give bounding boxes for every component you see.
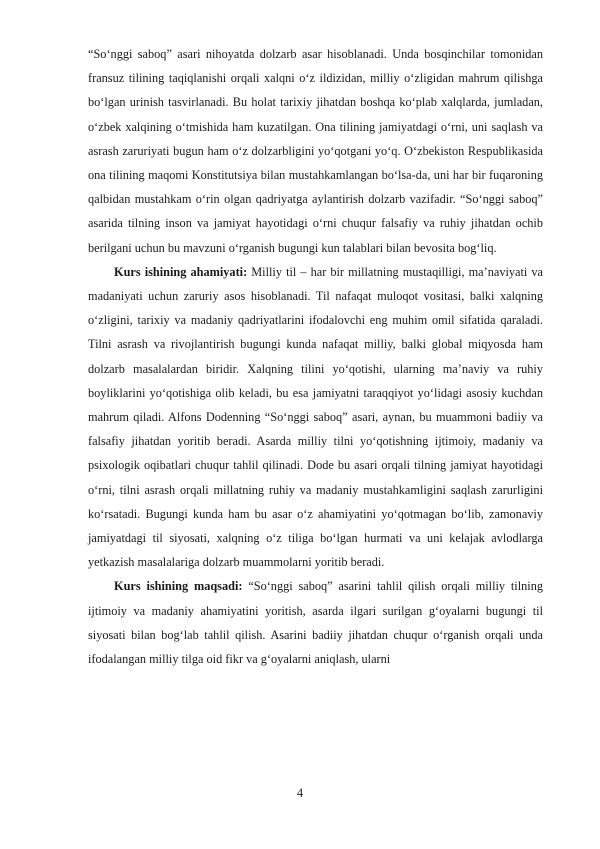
section-heading: Kurs ishining ahamiyati: (114, 264, 248, 279)
paragraph-goal (88, 574, 543, 671)
paragraph-importance (88, 260, 543, 575)
paragraph-text: “So‘nggi saboq” asarini tahlil qilish orqali milliy tilning ijtimoiy va madaniy ahamiyatini yoritish, asarda ilgari surilgan g‘oyalarni bugungi til siyosati bilan bog‘lab tahlil qilish. Asarini badiiy jihatdan chuqur o‘rganish orqali unda ifodalangan milliy tilga oid fikr va g‘oyalarni aniqlash, ularni (88, 579, 543, 667)
document-body (88, 42, 543, 671)
section-heading: Kurs ishining maqsadi: (114, 579, 243, 594)
paragraph-text: “So‘nggi saboq” asari nihoyatda dolzarb asar hisoblanadi. Unda bosqinchilar tomonidan fransuz tilining taqiqlanishi orqali xalqni o‘z ildizidan, milliy o‘zligidan mahrum qilishga bo‘lgan urinish tasvirlanadi. Bu holat tarixiy jihatdan boshqa ko‘plab xalqlarda, jumladan, o‘zbek xalqining o‘tmishida ham kuzatilgan. Ona tilining jamiyatdagi o‘rni, uni saqlash va asrash zaruriyati bugun ham o‘z dolzarbligini yo‘qotgani yo‘q. O‘zbekiston Respublikasida ona tilining maqomi Konstitutsiya bilan mustahkamlangan bo‘lsa-da, uni har bir fuqaroning qalbidan mustahkam o‘rin olgan qadriyatga aylantirish dolzarb vazifadir. “So‘nggi saboq” asarida tilning inson va jamiyat hayotidagi o‘rni chuqur falsafiy va ruhiy jihatdan ochib berilgani uchun bu mavzuni o‘rganish bugungi kun talablari bilan bevosita bog‘liq. (88, 47, 543, 255)
paragraph-intro (88, 42, 543, 260)
paragraph-text: Milliy til – har bir millatning mustaqilligi, ma’naviyati va madaniyati uchun zaruriy asos hisoblanadi. Til nafaqat muloqot vositasi, balki xalqning o‘zligini, tarixiy va madaniy qadriyatlarini ifodalovchi eng muhim omil sifatida qaraladi. Tilni asrash va rivojlantirish bugungi kunda nafaqat milliy, balki global miqyosda ham dolzarb masalalardan biridir. Xalqning tilini yo‘qotishi, ularning ma’naviy va ruhiy boyliklarini yo‘qotishiga olib keladi, bu esa jamiyatni taraqqiyot yo‘lidagi asosiy kuchdan mahrum qiladi. Alfons Dodenning “So‘nggi saboq” asari, aynan, bu muammoni badiiy va falsafiy jihatdan yoritib beradi. Asarda milliy tilni yo‘qotishning ijtimoiy, madaniy va psixologik oqibatlari chuqur tahlil qilinadi. Dode bu asari orqali tilning jamiyat hayotidagi o‘rni, tilni asrash orqali millatning ruhiy va madaniy mustahkamligini saqlash zarurligini ko‘rsatadi. Bugungi kunda ham bu asar o‘z ahamiyatini yo‘qotmagan bo‘lib, zamonaviy jamiyatdagi til siyosati, xalqning o‘z tiliga bo‘lgan hurmati va uni kelajak avlodlarga yetkazish masalalariga dolzarb muammolarni yoritib beradi. (88, 264, 543, 570)
page-number: 4 (296, 786, 304, 800)
